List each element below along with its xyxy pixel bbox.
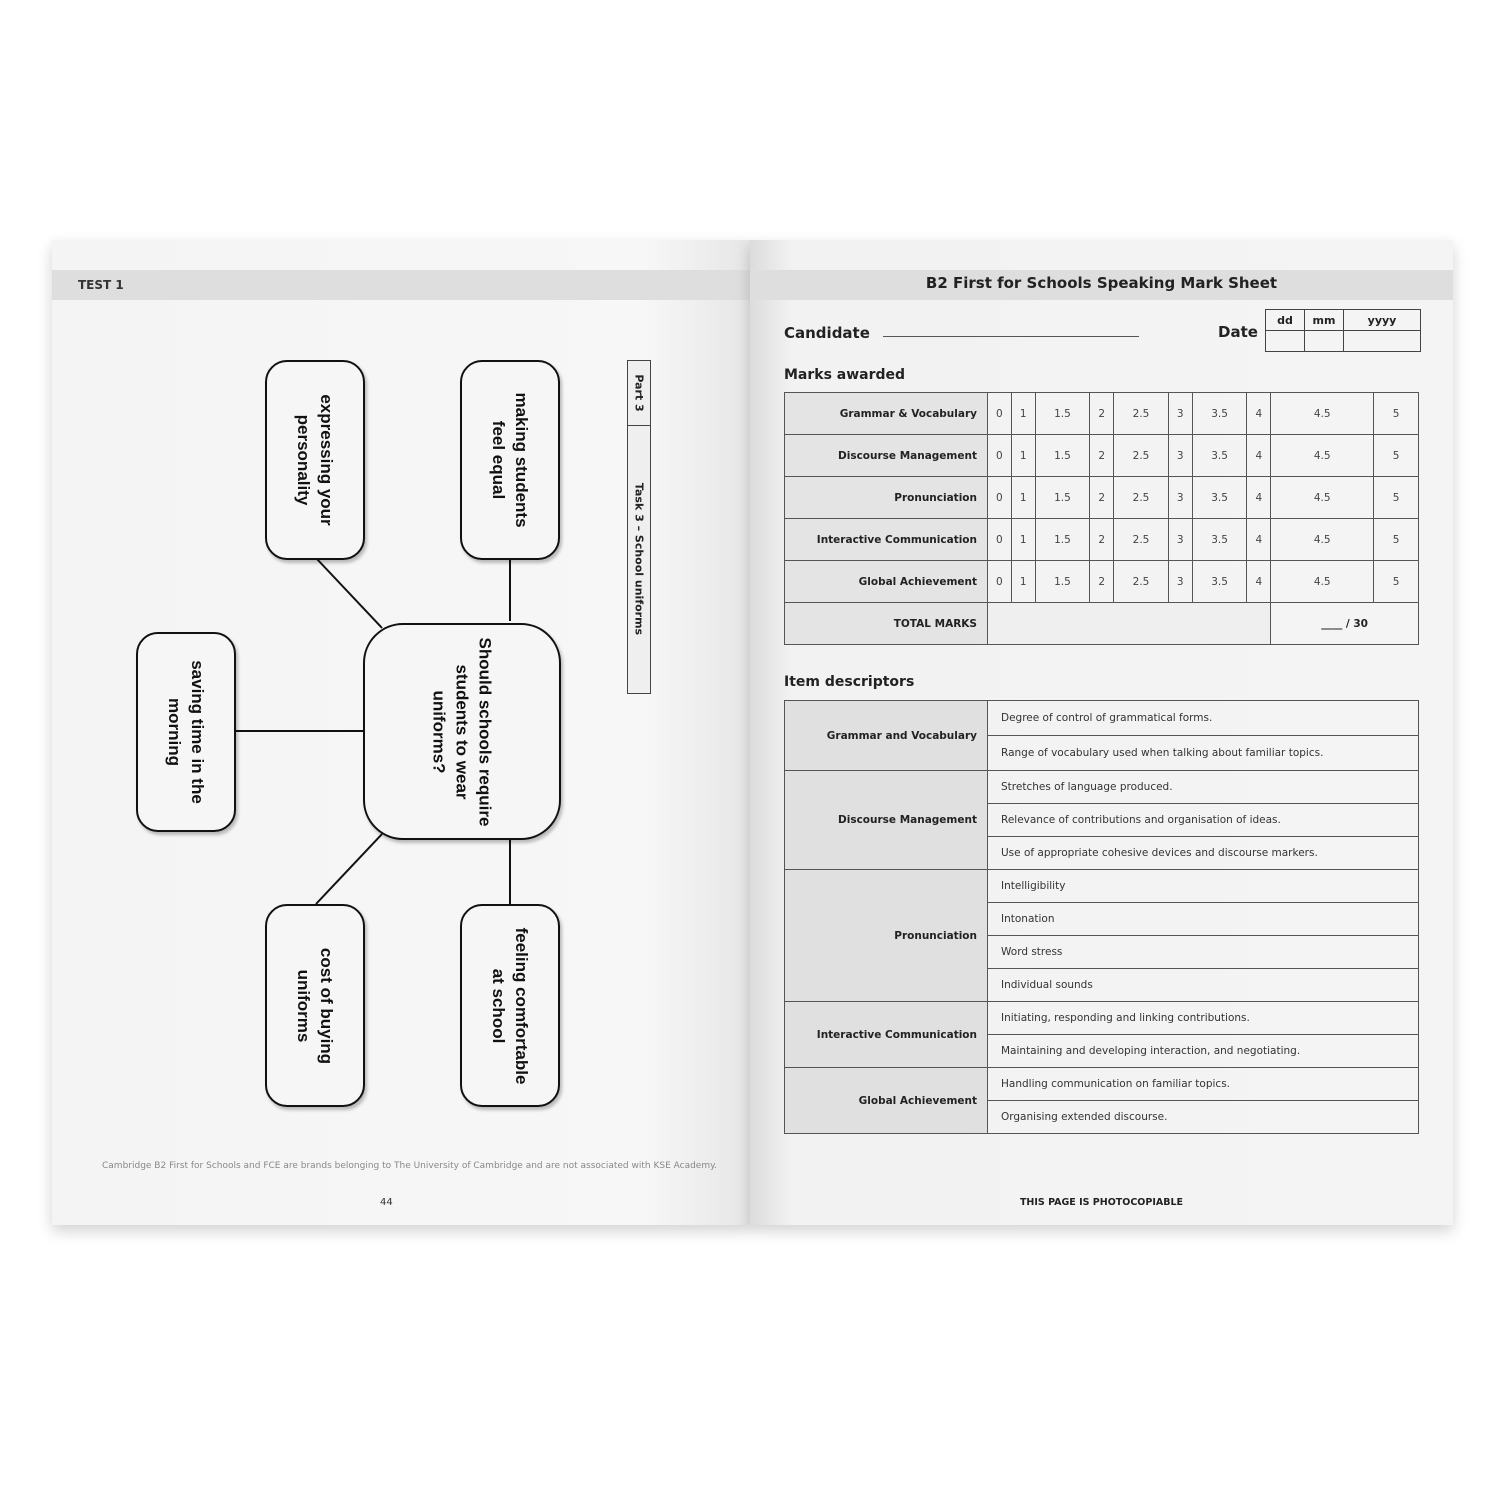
total-label: TOTAL MARKS (785, 603, 988, 645)
part-task-strip (627, 360, 651, 694)
date-header-dd: dd (1266, 310, 1305, 331)
mark-option[interactable]: 4.5 (1271, 561, 1374, 603)
marks-row (785, 435, 1419, 477)
part-label: Part 3 (632, 374, 646, 412)
mark-option[interactable]: 4.5 (1271, 435, 1374, 477)
date-table (1265, 309, 1421, 352)
mark-option[interactable]: 1.5 (1035, 561, 1090, 603)
mark-option[interactable]: 1 (1011, 393, 1035, 435)
descriptor-item: Relevance of contributions and organisation of ideas. (988, 804, 1419, 837)
test-label: TEST 1 (78, 278, 124, 292)
mark-option[interactable]: 2 (1090, 561, 1114, 603)
mark-option[interactable]: 3.5 (1192, 561, 1247, 603)
mark-option[interactable]: 2.5 (1114, 435, 1169, 477)
mark-option[interactable]: 1.5 (1035, 435, 1090, 477)
total-blank-cell (988, 603, 1271, 645)
marks-row (785, 561, 1419, 603)
mark-option[interactable]: 0 (988, 477, 1012, 519)
mark-option[interactable]: 4.5 (1271, 519, 1374, 561)
mark-option[interactable]: 3 (1168, 561, 1192, 603)
marks-row (785, 393, 1419, 435)
mark-option[interactable]: 2 (1090, 477, 1114, 519)
mark-option[interactable]: 3 (1168, 393, 1192, 435)
descriptors-heading: Item descriptors (784, 674, 915, 690)
date-label: Date (1218, 323, 1258, 341)
mark-option[interactable]: 4.5 (1271, 393, 1374, 435)
central-question: Should schools require students to wear uniforms? (429, 637, 495, 826)
page-number: 44 (380, 1197, 393, 1208)
prompt-text: saving time in the morning (165, 660, 207, 804)
total-row (785, 603, 1419, 645)
descriptor-item: Organising extended discourse. (988, 1101, 1419, 1134)
date-header-yyyy: yyyy (1344, 310, 1421, 331)
mark-option[interactable]: 0 (988, 561, 1012, 603)
marks-row (785, 519, 1419, 561)
prompt-box-comfortable (460, 904, 560, 1107)
descriptor-item: Maintaining and developing interaction, and negotiating. (988, 1035, 1419, 1068)
mark-option[interactable]: 1 (1011, 519, 1035, 561)
descriptor-category: Pronunciation (785, 870, 988, 1002)
task-label: Task 3 – School uniforms (632, 482, 646, 636)
descriptor-category: Interactive Communication (785, 1002, 988, 1068)
criterion-label: Grammar & Vocabulary (785, 393, 988, 435)
descriptors-table (784, 700, 1419, 1134)
descriptor-category: Grammar and Vocabulary (785, 701, 988, 771)
descriptor-item: Word stress (988, 936, 1419, 969)
right-page (750, 240, 1453, 1225)
mark-option[interactable]: 0 (988, 393, 1012, 435)
prompt-text: cost of buying uniforms (294, 947, 336, 1064)
descriptor-item: Initiating, responding and linking contributions. (988, 1002, 1419, 1035)
mark-option[interactable]: 3 (1168, 477, 1192, 519)
mark-option[interactable]: 2 (1090, 393, 1114, 435)
prompt-text: feeling comfortable at school (489, 927, 531, 1084)
mark-option[interactable]: 3 (1168, 435, 1192, 477)
mark-option[interactable]: 1.5 (1035, 519, 1090, 561)
prompt-box-cost (265, 904, 365, 1107)
mark-option[interactable]: 1.5 (1035, 477, 1090, 519)
descriptor-item: Intelligibility (988, 870, 1419, 903)
footnote: Cambridge B2 First for Schools and FCE are brands belonging to The University of Cambridge and are not associated with KSE Academy. (102, 1161, 718, 1171)
mark-option[interactable]: 5 (1374, 519, 1419, 561)
descriptor-row (785, 771, 1419, 804)
descriptor-item: Intonation (988, 903, 1419, 936)
prompt-text: making students feel equal (489, 392, 531, 528)
prompt-box-equal (460, 360, 560, 560)
mark-option[interactable]: 5 (1374, 393, 1419, 435)
mark-option[interactable]: 4 (1247, 561, 1271, 603)
mark-option[interactable]: 1.5 (1035, 393, 1090, 435)
descriptor-row (785, 701, 1419, 736)
mark-option[interactable]: 4 (1247, 393, 1271, 435)
prompt-box-time (136, 632, 236, 832)
marks-table (784, 392, 1419, 645)
left-page (52, 240, 750, 1225)
prompt-box-personality (265, 360, 365, 560)
mark-option[interactable]: 4 (1247, 519, 1271, 561)
candidate-name-line[interactable] (883, 336, 1139, 337)
descriptor-item: Handling communication on familiar topics. (988, 1068, 1419, 1101)
mark-option[interactable]: 2.5 (1114, 393, 1169, 435)
mark-option[interactable]: 5 (1374, 477, 1419, 519)
total-value[interactable]: ____ / 30 (1271, 603, 1419, 645)
descriptor-item: Range of vocabulary used when talking about familiar topics. (988, 736, 1419, 771)
mark-option[interactable]: 2.5 (1114, 561, 1169, 603)
page-title: B2 First for Schools Speaking Mark Sheet (925, 274, 1278, 292)
strip-divider (628, 425, 650, 426)
date-mm-field[interactable] (1305, 331, 1344, 352)
mark-option[interactable]: 2 (1090, 519, 1114, 561)
central-question-box (363, 623, 561, 840)
prompt-text: expressing your personality (294, 394, 336, 526)
descriptor-item: Degree of control of grammatical forms. (988, 701, 1419, 736)
criterion-label: Global Achievement (785, 561, 988, 603)
date-dd-field[interactable] (1266, 331, 1305, 352)
mark-option[interactable]: 4 (1247, 477, 1271, 519)
descriptor-category: Discourse Management (785, 771, 988, 870)
mark-option[interactable]: 4.5 (1271, 477, 1374, 519)
mark-option[interactable]: 1 (1011, 435, 1035, 477)
mark-option[interactable]: 5 (1374, 561, 1419, 603)
marks-heading: Marks awarded (784, 367, 906, 383)
criterion-label: Interactive Communication (785, 519, 988, 561)
mark-option[interactable]: 3.5 (1192, 393, 1247, 435)
mark-option[interactable]: 3.5 (1192, 435, 1247, 477)
mark-option[interactable]: 0 (988, 435, 1012, 477)
criterion-label: Discourse Management (785, 435, 988, 477)
mark-option[interactable]: 2 (1090, 435, 1114, 477)
candidate-label: Candidate (784, 324, 870, 342)
descriptor-item: Use of appropriate cohesive devices and discourse markers. (988, 837, 1419, 870)
mark-option[interactable]: 3.5 (1192, 477, 1247, 519)
marks-row (785, 477, 1419, 519)
date-header-mm: mm (1305, 310, 1344, 331)
mark-option[interactable]: 3 (1168, 519, 1192, 561)
mark-option[interactable]: 4 (1247, 435, 1271, 477)
descriptor-category: Global Achievement (785, 1068, 988, 1134)
mark-option[interactable]: 2.5 (1114, 477, 1169, 519)
mark-option[interactable]: 0 (988, 519, 1012, 561)
mark-option[interactable]: 1 (1011, 477, 1035, 519)
mark-option[interactable]: 3.5 (1192, 519, 1247, 561)
descriptor-row (785, 1002, 1419, 1035)
descriptor-item: Stretches of language produced. (988, 771, 1419, 804)
date-yyyy-field[interactable] (1344, 331, 1421, 352)
mark-option[interactable]: 5 (1374, 435, 1419, 477)
descriptor-row (785, 1068, 1419, 1101)
descriptor-row (785, 870, 1419, 903)
descriptor-item: Individual sounds (988, 969, 1419, 1002)
mark-option[interactable]: 2.5 (1114, 519, 1169, 561)
photocopiable-note: THIS PAGE IS PHOTOCOPIABLE (1019, 1197, 1184, 1208)
criterion-label: Pronunciation (785, 477, 988, 519)
mark-option[interactable]: 1 (1011, 561, 1035, 603)
